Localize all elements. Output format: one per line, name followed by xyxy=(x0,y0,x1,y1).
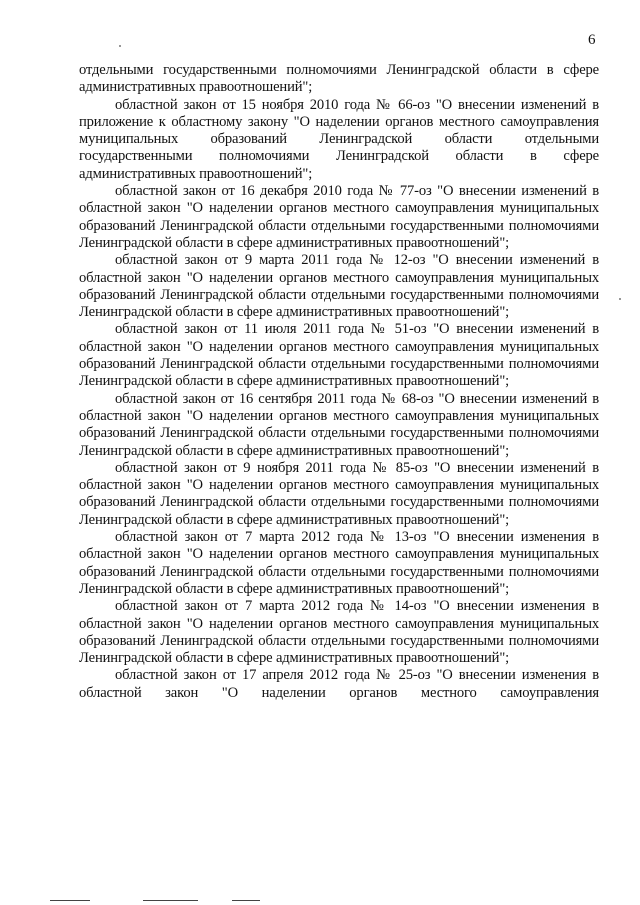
paragraph: отдельными государственными полномочиями Ленинградской области в сфере административных правоотношений"; xyxy=(79,62,599,96)
footer-rule xyxy=(143,900,198,901)
paragraph: областной закон от 16 сентября 2011 года № 68-оз "О внесении изменений в областной закон "О наделении органов местного самоуправления муниципальных образований Ленинградской области отдельными государственными полномочиями Ленинградской области в сфере административных правоотношений"; xyxy=(79,390,599,459)
paragraph: областной закон от 7 марта 2012 года № 14-оз "О внесении изменения в областной закон "О наделении органов местного самоуправления муниципальных образований Ленинградской области отдельными государственными полномочиями Ленинградской области в сфере административных правоотношений"; xyxy=(79,598,599,667)
paragraph: областной закон от 9 ноября 2011 года № 85-оз "О внесении изменений в областной закон "О наделении органов местного самоуправления муниципальных образований Ленинградской области отдельными государственными полномочиями Ленинградской области в сфере административных правоотношений"; xyxy=(79,459,599,528)
paragraph: областной закон от 17 апреля 2012 года № 25-оз "О внесении изменения в областной закон "О наделении органов местного самоуправления xyxy=(79,667,599,701)
paragraph: областной закон от 9 марта 2011 года № 12-оз "О внесении изменений в областной закон "О наделении органов местного самоуправления муниципальных образований Ленинградской области отдельными государственными полномочиями Ленинградской области в сфере административных правоотношений"; xyxy=(79,252,599,321)
paragraph: областной закон от 11 июля 2011 года № 51-оз "О внесении изменений в областной закон "О наделении органов местного самоуправления муниципальных образований Ленинградской области отдельными государственными полномочиями Ленинградской области в сфере административных правоотношений"; xyxy=(79,321,599,390)
scan-artifact-dot xyxy=(619,298,621,300)
page-number: 6 xyxy=(588,32,596,48)
paragraph: областной закон от 16 декабря 2010 года № 77-оз "О внесении изменений в областной закон "О наделении органов местного самоуправления муниципальных образований Ленинградской области отдельными государственными полномочиями Ленинградской области в сфере административных правоотношений"; xyxy=(79,183,599,251)
document-body xyxy=(79,62,599,702)
footer-rule xyxy=(50,900,90,901)
footer-rule xyxy=(232,900,260,901)
paragraph: областной закон от 7 марта 2012 года № 13-оз "О внесении изменения в областной закон "О наделении органов местного самоуправления муниципальных образований Ленинградской области отдельными государственными полномочиями Ленинградской области в сфере административных правоотношений"; xyxy=(79,529,599,597)
paragraph: областной закон от 15 ноября 2010 года № 66-оз "О внесении изменений в приложение к областному закону "О наделении органов местного самоуправления муниципальных образований Ленинградской области отдельными государственными полномочиями Ленинградской области в сфере административных правоотношений"; xyxy=(79,96,599,182)
scan-artifact-dot xyxy=(119,45,121,47)
